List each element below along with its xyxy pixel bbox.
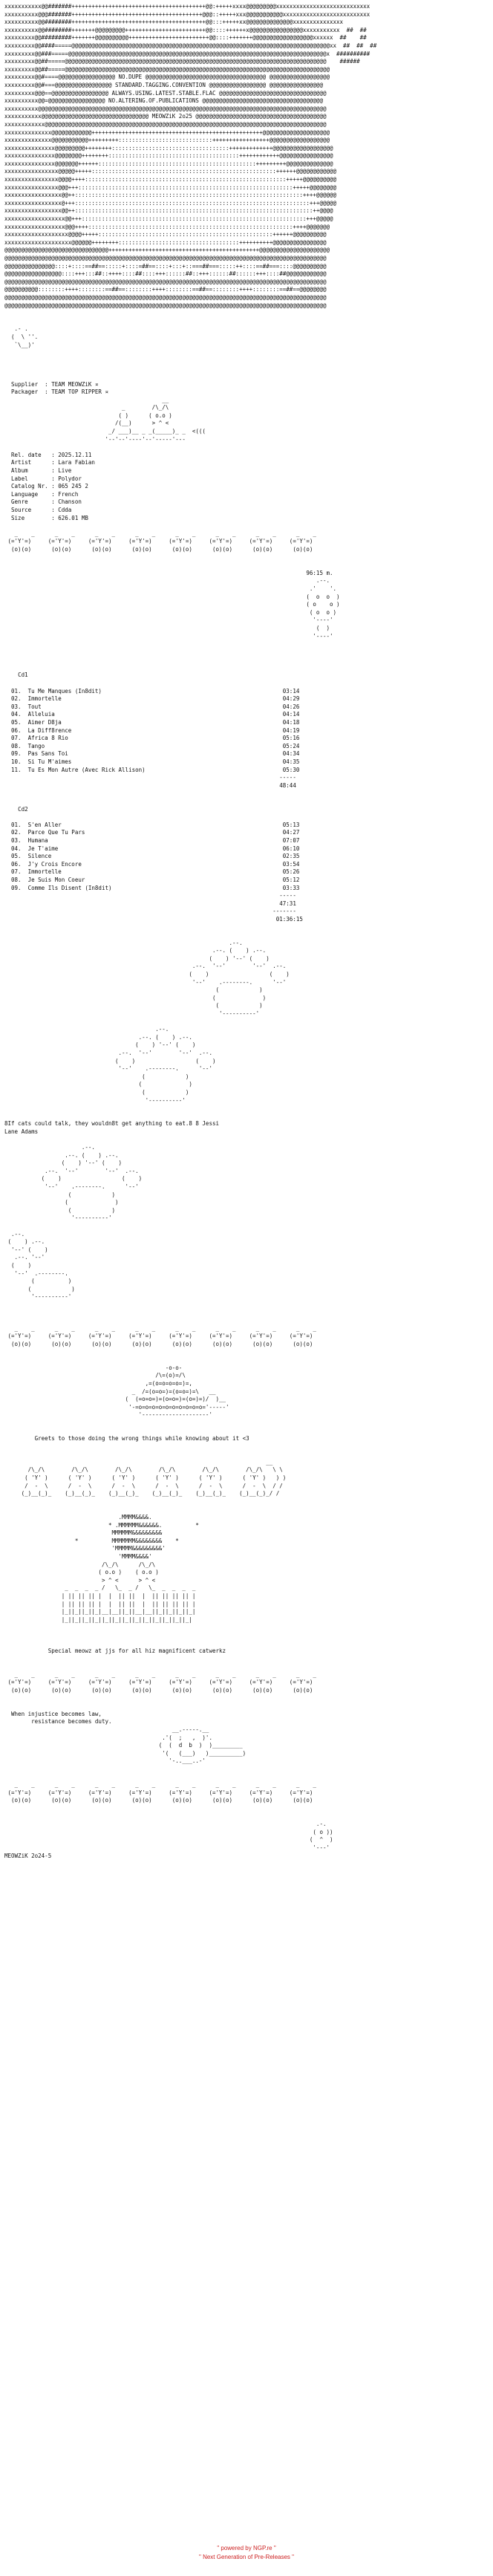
release-field-label: Album — [11, 467, 48, 475]
cat-pile-ascii-art: /\=(o)=/\ — [4, 1372, 186, 1379]
track-time: 03:33 — [282, 884, 300, 891]
track-number: 08. — [11, 742, 22, 749]
cats-fence-ascii-art: * .MMMMMM&&&&&&. * — [4, 1521, 199, 1529]
track-time: 04:19 — [282, 726, 300, 734]
release-field-value: Lara Fabian — [58, 459, 95, 466]
cat-ascii-art: _/ ___)__ _ _(_____)_ _ <((( — [4, 428, 206, 435]
paw-row-art: (o)(o) (o)(o) (o)(o) (o)(o) (o)(o) (o)(o) (o)(o) (o)(o) — [4, 1340, 313, 1347]
info-value-supplier: TEAM MEOWZiK — [51, 380, 92, 388]
track-title: J'y Crois Encore — [27, 860, 283, 868]
track-time: 04:29 — [282, 695, 300, 703]
cats-row-ascii-art: ( 'Y' ) ( 'Y' ) ( 'Y' ) ( 'Y' ) ( 'Y' ) ( 'Y' ) ) ) — [4, 1474, 287, 1482]
header-ascii-logo: xxxxxxxxxxxxxxxxxx@@@++++:::::::::::::::::::::::::::::::::::::::::::::::::::::::::::::++++@@@@@@@ — [4, 223, 330, 230]
big-paw-ascii-art: ( ) — [4, 1073, 189, 1080]
big-paw-ascii-art: ( ) — [4, 986, 263, 994]
sleeping-cat-ascii-art: __.-----.__ — [4, 1726, 209, 1734]
total-time-summary: 96:15 m. — [306, 569, 333, 576]
paw-row-art: (='Y'=) (='Y'=) (='Y'=) (='Y'=) (='Y'=) (='Y'=) (='Y'=) (='Y'=) — [4, 538, 313, 545]
big-paw-ascii-art: .--. ( ) .--. — [4, 947, 267, 954]
cats-fence-ascii-art: |_||_||_||_||_||_||_||_||_||_||_||_||_| — [4, 1616, 192, 1623]
paw-row-art: _ _ _ _ _ _ _ _ _ _ _ _ _ _ _ _ — [4, 1671, 316, 1678]
track-title: Pas Sans Toi — [27, 750, 283, 758]
header-ascii-logo: xxxxxxxxxxxxxxxxx@+++::::::::::::::::::::::::::::::::::::::::::::::::::::::::::::::::::::::+++@@@@@ — [4, 199, 337, 206]
track-time: 03:54 — [282, 860, 300, 868]
header-ascii-logo: @@@@@@@@@@@@@@@::::+::::==##==:::::+::::=##==::::+:::+::===##===:::::++::::==##===::::@@@@@@@@@@ — [4, 262, 327, 270]
track-title: Parce Que Tu Pars — [27, 829, 283, 836]
track-title: La Diff8rence — [27, 726, 283, 734]
track-time: 06:10 — [282, 845, 300, 852]
header-ascii-logo: xxxxxxxxxx@@=@@@@@@@@@@@@@@@@@ NO.ALTERING.OF.PUBLICATIONS @@@@@@@@@@@@@@@@@@@@@@@@@@@@@@@@@@@@ — [4, 97, 323, 105]
sleeping-cat-ascii-art: ( ( d b ) )_________ — [4, 1742, 243, 1749]
cat-ascii-art: __ — [4, 396, 169, 403]
header-ascii-logo: xxxxxxxxx@@@==@@@@@@@@@@@@@@@@@ ALWAYS.USING.LATEST.STABLE.FLAC @@@@@@@@@@@@@@@@@@@@@@@@@@@@@@@@ — [4, 89, 327, 97]
cats-fence-ascii-art: > ^ < > ^ < — [4, 1576, 156, 1584]
track-time: 05:30 — [282, 766, 300, 773]
track-title: Humana — [27, 836, 283, 844]
track-time: 04:34 — [282, 750, 300, 758]
big-paw-ascii-art: ( ) — [4, 1199, 119, 1206]
paw-row-art: _ _ _ _ _ _ _ _ _ _ _ _ _ _ _ _ — [4, 1324, 316, 1332]
injustice-quote-1: When injustice becomes law, — [11, 1710, 102, 1717]
cd-separator: ----- — [279, 774, 296, 781]
header-ascii-logo: @@@@@@@@@@@@@@@@@@@@@@@@@@@@@@@@@@@@@@@@@@@@@@@@@@@@@@@@@@@@@@@@@@@@@@@@@@@@@@@@@@@@@@@@@@@@@@@@ — [4, 302, 327, 309]
track-number: 09. — [11, 884, 22, 891]
track-number: 01. — [11, 687, 22, 695]
small-cat-ascii-art: ( ^ ) — [4, 1836, 333, 1844]
cats-fence-ascii-art: ( o.o ) ( o.o ) — [4, 1569, 159, 1576]
release-field-label: Catalog Nr. — [11, 483, 48, 490]
paw-row-art: _ _ _ _ _ _ _ _ _ _ _ _ _ _ _ _ — [4, 1781, 316, 1789]
release-field-label: Size — [11, 514, 48, 521]
header-ascii-logo: @@@@@@@@@@@@@@@@@@@@@@@@@@@@@@@@@@@@@@@@@@@@@@@@@@@@@@@@@@@@@@@@@@@@@@@@@@@@@@@@@@@@@@@@@@@@@@@@ — [4, 293, 327, 301]
info-label-packager: Packager — [11, 388, 42, 396]
header-ascii-logo: xxxxxxxxxxxxxx@@@@@@@@@@@@+++++++++++++++++++++++++++++++++++++++++++++++++++@@@@@@@@@@@@@@@@@@@@ — [4, 129, 330, 136]
header-ascii-logo: xxxxxxxxx@@##=====@@@@@@@@@@@@@@@@@@@@@@@@@@@@@@@@@@@@@@@@@@@@@@@@@@@@@@@@@@@@@@@@@@@@@@@@@@@@@@ ###### — [4, 58, 360, 65]
sleeping-cat-ascii-art: '-..___..-' — [4, 1757, 206, 1765]
cat-ascii-art: ( ) ( o.o ) — [4, 412, 172, 419]
track-title: Tout — [27, 703, 283, 710]
big-paw-ascii-art: '----------' — [4, 1096, 186, 1104]
info-label-supplier: Supplier — [11, 380, 42, 388]
paw-ascii-art: ( o o ) — [4, 601, 340, 608]
track-title: Je Suis Mon Coeur — [27, 876, 283, 883]
header-ascii-logo: xxxxxxxxxxxxxxx@@@@@@@@++++++++:::::::::::::::::::::::::::::::::::::::++++++++++++@@@@@@@@@@@@@@@@ — [4, 152, 333, 160]
paw-ascii-art: '----' — [4, 632, 333, 640]
big-paw-ascii-art: '----------' — [4, 1010, 260, 1017]
track-number: 01. — [11, 821, 22, 828]
header-ascii-logo: xxxxxxxxxx@@########++++++++++++++++++++++++++++++++++++++++@@:::+++++xx@@@@@@@@@@@@@@xxxxxxxxxxxxxxx — [4, 19, 344, 26]
header-ascii-logo: .- . — [4, 325, 28, 333]
track-title: S'en Aller — [27, 821, 283, 828]
header-ascii-logo: xxxxxxxxxxxxxxxxxxx@@@@+++++::::::::::::::::::::::::::::::::::::::::::::::::::::++++++@@@@@@@@@@ — [4, 231, 327, 238]
sleeping-cat-ascii-art: .'( ; , )'. — [4, 1734, 212, 1741]
big-paw-ascii-art: ( ) .--. — [4, 1238, 45, 1246]
cat-pile-ascii-art: '-=o=o=o=o=o=o=o=o=o=o='-----' — [4, 1403, 229, 1411]
release-field-label: Genre — [11, 498, 48, 506]
cats-fence-ascii-art: * MMMMMMM&&&&&&&& * — [4, 1537, 179, 1544]
paw-row-art: (='Y'=) (='Y'=) (='Y'=) (='Y'=) (='Y'=) (='Y'=) (='Y'=) (='Y'=) — [4, 1333, 313, 1340]
paw-row-art: (o)(o) (o)(o) (o)(o) (o)(o) (o)(o) (o)(o) (o)(o) (o)(o) — [4, 545, 313, 553]
release-field-value: French — [58, 490, 79, 498]
header-ascii-logo: @@@@@@@@@@@@@@@@@@@@@@@@@@@@@@@@@@@@@@@@@@@@@@@@@@@@@@@@@@@@@@@@@@@@@@@@@@@@@@@@@@@@@@@@@@@@@@@@ — [4, 278, 327, 285]
big-paw-ascii-art: .--. '--' — [4, 1254, 45, 1261]
cats-fence-ascii-art: |_||_||_||_|__|__||_||__|__||_||_||_||_| — [4, 1608, 196, 1616]
track-title: Tu Es Mon Autre (Avec Rick Allison) — [27, 766, 283, 773]
release-field-label: Source — [11, 507, 48, 513]
release-field-value: Chanson — [58, 498, 82, 506]
track-title: Africa 8 Rio — [27, 735, 283, 742]
release-field-label: Rel. date — [11, 451, 48, 458]
header-ascii-logo: xxxxxxxxxx@@########+++++++@@@@@@@@@++++++++++++++++++++++++@@::::++++++x@@@@@@@@@@@@@@@@xxxxxxxxxxx ## ## — [4, 26, 367, 33]
header-ascii-logo: `\__)' — [4, 341, 35, 348]
track-number: 05. — [11, 719, 22, 726]
header-ascii-logo: @@@@@@@@@@::::::::++++::::::::==##==::::::::++++::::::::==##==::::::::++++::::::::==##==@@@@@@@@ — [4, 286, 327, 293]
header-ascii-logo: xxxxxxxxx@@#====@@@@@@@@@@@@@@@@@ NO.DUPE @@@@@@@@@@@@@@@@@@@@@@@@@@@@@@@@@@@@ @@@@@@@@@@@@@@@@@@ — [4, 74, 330, 81]
cat-ascii-art: _ /\_/\ — [4, 404, 169, 412]
header-ascii-logo: xxxxxxxxxxx@@#######++++++++++++++++++++++++++++++++++++++++@@:+++++xxxx@@@@@@@@@xxxxxxxxxxxxxxxxxxxxxxxxxxxx — [4, 3, 370, 10]
cat-pile-ascii-art: ( (=o=o=)=(o=o=)=(o=)=)/ )__ — [4, 1396, 226, 1403]
cat-pile-ascii-art: '--------------------' — [4, 1411, 212, 1419]
nfo-document: xxxxxxxxxxx@@#######++++++++++++++++++++++++++++++++++++++++@@:+++++xxxx@@@@@@@@@xxxxxxxxxxxxxxxxxxxxxxxxxxxx xxxxxxxxxx@@@#######+++++++++++++++++++++++++++++++++++++++@@@::+++++xxx@@@@@@@@@@@xxxxxxxxxxxxxxxxxxxxxxxxxx xxxxxxxxxx@@########++++++++++++++++++++++++++++++++++++++++@@:::+++++xx@@@@@@@@@@@@@@xxxxxxxxxxxxxxx xxxxxxxxxx@@########+++++++@@@@@@@@@++++++++++++++++++++++++@@::::++++++x@@@@@@@@@@@@@@@@xxxxxxxxxxx ## ## xxxxxxxxx@@#########+++++++@@@@@@@@@@++++++++++++++++++++++++@@::::+++++++@@@@@@@@@@@@@@@@@@xxxxxx ## ## xxxxxxxxx@@####=====@@@@@@@@@@@@@@@@@@@@@@@@@@@@@@@@@@@@@@@@@@@@@@@@@@@@@@@@@@@@@@@@@@@@@@@@@@@@@xx ## ## ## xxxxxxxxx@@###=====@@@@@@@@@@@@@@@@@@@@@@@@@@@@@@@@@@@@@@@@@@@@@@@@@@@@@@@@@@@@@@@@@@@@@@@@@@@@@x ########## xxxxxxxxx@@##=====@@@@@@@@@@@@@@@@@@@@@@@@@@@@@@@@@@@@@@@@@@@@@@@@@@@@@@@@@@@@@@@@@@@@@@@@@@@@@@ ###### xxxxxxxxx@@##=====@@@@@@@@@@@@@@@@@@@@@@@@@@@@@@@@@@@@@@@@@@@@@@@@@@@@@@@@@@@@@@@@@@@@@@@@@@@@@@@ xxxxxxxxx@@#====@@@@@@@@@@@@@@@@@ NO.DUPE @@@@@@@@@@@@@@@@@@@@@@@@@@@@@@@@@@@@ @@@@@@@@@@@@@@@@@@ xxxxxxxxx@@#===@@@@@@@@@@@@@@@@@ STANDARD.TAGGING.CONVENTION @@@@@@@@@@@@@@@@@ @@@@@@@@@@@@@@@@ xxxxxxxxx@@@==@@@@@@@@@@@@@@@@@ ALWAYS.USING.LATEST.STABLE.FLAC @@@@@@@@@@@@@@@@@@@@@@@@@@@@@@@@ xxxxxxxxxx@@=@@@@@@@@@@@@@@@@@ NO.ALTERING.OF.PUBLICATIONS @@@@@@@@@@@@@@@@@@@@@@@@@@@@@@@@@@@@ xxxxxxxxxx@@@@@@@@@@@@@@@@@@@@@@@@@@@@@@@@@@@@@@@@@@@@@@@@@@@@@@@@@@@@@@@@@@@@@@@@@@@@@@@@@@@@@@ xxxxxxxxxxx@@@@@@@@@@@@@@@@@@@@@@@@@@@@@@@@ MEOWZiK 2o25 @@@@@@@@@@@@@@@@@@@@@@@@@@@@@@@@@@@@@@@ xxxxxxxxxxxx@@@@@@@@@@@@@@@@@@@@@@@@@@@@@@@@@@@@@@@@@@@@@@@@@@@@@@@@@@@@@@@@@@@@@@@@@@@@@@@@@@@@ xxxxxxxxxxxxxx@@@@@@@@@@@@+++++++++++++++++++++++++++++++++++++++++++++++++++@@@@@@@@@@@@@@@@@@@@ xxxxxxxxxxxxxx@@@@@@@@@@@+++++++++::::::::::::::::::::::::::::+++++++++++++++++@@@@@@@@@@@@@@@@@@ xxxxxxxxxxxxxxx@@@@@@@@@++++++++:::::::::::::::::::::::::::::::::::+++++++++++++@@@@@@@@@@@@@@@@@@ xxxxxxxxxxxxxxx@@@@@@@@++++++++:::::::::::::::::::::::::::::::::::::::++++++++++++@@@@@@@@@@@@@@@@ xxxxxxxxxxxxxxx@@@@@@@++++++:::::::::::::::::::::::::::::::::::::::::::::::+++++++++@@@@@@@@@@@@@@ xxxxxxxxxxxxxxxx@@@@@+++++:::::::::::::::::::::::::::::::::::::::::::::::::::::::++++++@@@@@@@@@@@@ xxxxxxxxxxxxxxxx@@@@++++::::::::::::::::::::::::::::::::::::::::::::::::::::::::::::+++++@@@@@@@@@@ xxxxxxxxxxxxxxxx@@@+++::::::::::::::::::::::::::::::::::::::::::::::::::::::::::::::::+++++@@@@@@@@ xxxxxxxxxxxxxxxxx@@++::::::::::::::::::::::::::::::::::::::::::::::::::::::::::::::::::::++++@@@@@@ xxxxxxxxxxxxxxxxx@+++::::::::::::::::::::::::::::::::::::::::::::::::::::::::::::::::::::::+++@@@@@ xxxxxxxxxxxxxxxxx@@++:::::::::::::::::::::::::::::::::::::::::::::::::::::::::::::::::::::::++@@@@ xxxxxxxxxxxxxxxxxx@@+++:::::::::::::::::::::::::::::::::::::::::::::::::::::::::::::::::::+++@@@@@ xxxxxxxxxxxxxxxxxx@@@++++:::::::::::::::::::::::::::::::::::::::::::::::::::::::::::::++++@@@@@@@ xxxxxxxxxxxxxxxxxxx@@@@+++++::::::::::::::::::::::::::::::::::::::::::::::::::::++++++@@@@@@@@@@ xxxxxxxxxxxxxxxxxxxx@@@@@@++++++++::::::::::::::::::::::::::::::::::::++++++++++@@@@@@@@@@@@@@@@ @@@@@@@@@@@@@@@@@@@@@@@@@@@@@@@+++++++++++++++++++++++++++++++++++++++++++++@@@@@@@@@@@@@@@@@@@@@ @@@@@@@@@@@@@@@@@@@@@@@@@@@@@@@@@@@@@@@@@@@@@@@@@@@@@@@@@@@@@@@@@@@@@@@@@@@@@@@@@@@@@@@@@@@@@@@@ @@@@@@@@@@@@@@@::::+::::==##==:::::+::::=##==::::+:::+::===##===:::::++::::==##===::::@@@@@@@@@@ @@@@@@@@@@@@@@@@@::::+++:::##::++++::::##::::+++::::::##::+++::::::##::::::+++::::##@@@@@@@@@@@@ @@@@@@@@@@@@@@@@@@@@@@@@@@@@@@@@@@@@@@@@@@@@@@@@@@@@@@@@@@@@@@@@@@@@@@@@@@@@@@@@@@@@@@@@@@@@@@@@ @@@@@@@@@@::::::::++++::::::::==##==::::::::++++::::::::==##==::::::::++++::::::::==##==@@@@@@@@ @@@@@@@@@@@@@@@@@@@@@@@@@@@@@@@@@@@@@@@@@@@@@@@@@@@@@@@@@@@@@@@@@@@@@@@@@@@@@@@@@@@@@@@@@@@@@@@@ @@@@@@@@@@@@@@@@@@@@@@@@@@@@@@@@@@@@@@@@@@@@@@@@@@@@@@@@@@@@@@@@@@@@@@@@@@@@@@@@@@@@@@@@@@@@@@@@ .- . ( \ ''. `\__)' Supplier : TEAM MEOWZiK ¤ Packager : TEAM TOP RIPPER ¤ __ _ /\_/\ ( ) ( o.o ) /(__) > ^ < _/ ___)__ _ _(_____)_ _ <((( '--'--'----'--'-----'--- Rel. date : 2025.12.11 Artist : Lara Fabian Album : Live Label : Polydor Catalog Nr. : 065 245 2 Language : French Genre : Chanson Source : Cdda Size : 626.01 MB _ _ _ _ _ _ _ _ _ _ _ _ _ _ _ _ (='Y'=) (='Y'=) (='Y'=) (='Y'=) (='Y'=) (='Y'=) (='Y'=) (='Y'=) (o)(o) (o)(o) (o)(o) (o)(o) (o)(o) (o)(o) (o)(o) (o)(o) 96:15 m. .--. .' '. ( o o ) ( o o ) ( o o ) '----' ( ) '----' Cd1 01. Tu Me Manques (In8dit) 03:14 02. Immortelle 04:29 03. Tout 04:26 04. Alleluia 04:14 05. Aimer D8ja 04:18 06. La Diff8rence 04:19 07. Africa 8 Rio 05:16 08. Tango 05:24 09. Pas Sans Toi 04:34 10. Si Tu M'aimes 04:35 11. Tu Es Mon Autre (Avec Rick Allison) 05:30 ----- 48:44 Cd2 01. S'en Aller 05:13 02. Parce Que Tu Pars 04:27 03. Humana 07:07 04. Je T'aime 06:10 05. Silence 02:35 06. J'y Crois Encore 03:54 07. Immortelle 05:26 08. Je Suis Mon Coeur 05:12 09. Comme Ils Disent (In8dit) 03:33 ----- 47:31 ------- 01:36:15 .--. .--. ( ) .--. ( ) '--' ( ) .--. '--' '--' .--. ( ) ( ) '--' .--------. '--' ( ) ( ) ( ) '----------' .--. .--. ( ) .--. ( ) '--' ( ) .--. '--' '--' .--. ( ) ( ) '--' .--------. '--' ( ) ( ) ( ) '----------' 8If cats could talk, they wouldn8t get anything to eat.8 8 Jessi Lane Adams .--. .--. ( ) .--. ( ) '--' ( ) .--. '--' '--' .--. ( ) ( ) '--' .--------. '--' ( ) ( ) ( ) '----------' .--. ( ) .--. '--' ( ) .--. '--' ( ) '--' .--------. ( ) ( ) '----------' _ _ _ _ _ _ _ _ _ _ _ _ _ _ _ _ (='Y'=) (='Y'=) (='Y'=) (='Y'=) (='Y'=) (='Y'=) (='Y'=) (='Y'=) (o)(o) (o)(o) (o)(o) (o)(o) (o)(o) (o)(o) (o)(o) (o)(o) -o-o- /\=(o)=/\ ,=(o=o=o=o=)=, _ /=(o=o=)=(o=o=)=\ __ ( (=o=o=)=(o=o=)=(o=)=)/ )__ '-=o=o=o=o=o=o=o=o=o=o='-----' '--------------------' Greets to those doing the wrong things while knowing about it <3 __ /\_/\ /\_/\ /\_/\ /\_/\ /\_/\ /\_/\ \ \ ( 'Y' ) ( 'Y' ) ( 'Y' ) ( 'Y' ) ( 'Y' ) ( 'Y' ) ) ) / - \ / - \ / - \ / - \ / - \ / - \ / / (_)__(_)_ (_)__(_)_ (_)__(_)_ (_)__(_)_ (_)__(_)_ (_)__(_)_/ / .MMMM&&&&. * .MMMMMM&&&&&&. * MMMMMM&&&&&&&&& * MMMMMMM&&&&&&&& * 'MMMMM&&&&&&&&&' 'MMMM&&&&' /\_/\ /\_/\ ( o.o ) ( o.o ) > ^ < > ^ < _ _ _ _ / \_ _ / \_ _ _ _ _ | || || || | | || || | || || || || | | || || || | | || || | || || || || | |_||_||_||_|__|__||_||__|__||_||_||_||_| |_||_||_||_||_||_||_||_||_||_||_||_||_| Special meowz at jjs for all hiz magnificent catwerkz _ _ _ _ _ _ _ _ _ _ _ _ _ _ _ _ (='Y'=) (='Y'=) (='Y'=) (='Y'=) (='Y'=) (='Y'=) (='Y'=) (='Y'=) (o)(o) (o)(o) (o)(o) (o)(o) (o)(o) (o)(o) (o)(o) (o)(o) When injustice becomes law, resistance becomes duty. __.-----.__ .'( ; , )'. ( ( d b ) )_________ '( (___) )__________) '-..___..-' _ _ _ _ _ _ _ _ _ _ _ _ _ _ _ _ (='Y'=) (='Y'=) (='Y'=) (='Y'=) (='Y'=) (='Y'=) (='Y'=) (='Y'=) (o)(o) (o)(o) (o)(o) (o)(o) (o)(o) (o)(o) (o)(o) (o)(o) .-. ( o )) ( ^ ) '---' MEOWZiK 2o24-5 — [4, 3, 377, 1859]
track-title: Immortelle — [27, 868, 283, 876]
header-ascii-logo: xxxxxxxxxxxxxx@@@@@@@@@@@+++++++++::::::::::::::::::::::::::::+++++++++++++++++@@@@@@@@@@@@@@@@@@ — [4, 137, 330, 144]
track-title: Immortelle — [27, 695, 283, 703]
track-time: 04:18 — [282, 719, 300, 726]
big-paw-ascii-art: '----------' — [4, 1214, 112, 1222]
header-ascii-logo: @@@@@@@@@@@@@@@@@::::+++:::##::++++::::##::::+++::::::##::+++::::::##::::::+++::::##@@@@@@@@@@@@ — [4, 270, 327, 278]
track-number: 02. — [11, 695, 22, 703]
big-paw-ascii-art: ( ) '--' ( ) — [4, 1159, 123, 1167]
cat-ascii-art: /(__) > ^ < — [4, 420, 169, 427]
big-paw-ascii-art: .--. ( ) .--. — [4, 1033, 192, 1041]
header-ascii-logo: ( \ ''. — [4, 333, 39, 340]
track-title: Comme Ils Disent (In8dit) — [27, 884, 283, 891]
paw-row-art: (='Y'=) (='Y'=) (='Y'=) (='Y'=) (='Y'=) (='Y'=) (='Y'=) (='Y'=) — [4, 1789, 313, 1796]
cats-fence-ascii-art: 'MMMMM&&&&&&&&&' — [4, 1545, 166, 1552]
track-title: Alleluia — [27, 711, 283, 718]
cat-quote-author: Lane Adams — [4, 1128, 39, 1135]
header-ascii-logo: xxxxxxxxx@@#===@@@@@@@@@@@@@@@@@ STANDARD.TAGGING.CONVENTION @@@@@@@@@@@@@@@@@ @@@@@@@@@@@@@@@@ — [4, 81, 323, 88]
cat-quote: 8If cats could talk, they wouldn8t get anything to eat.8 8 Jessi — [4, 1120, 219, 1128]
track-time: 04:35 — [282, 758, 300, 765]
greets-line: Greets to those doing the wrong things while knowing about it <3 — [34, 1435, 249, 1443]
big-paw-ascii-art: ( ) — [4, 1262, 32, 1269]
track-time: 05:12 — [282, 876, 300, 883]
track-number: 07. — [11, 735, 22, 742]
paw-ascii-art: ( o o ) — [4, 593, 340, 600]
track-number: 09. — [11, 750, 22, 758]
big-paw-ascii-art: '--' .--------. — [4, 1269, 68, 1277]
big-paw-ascii-art: ( ) — [4, 1206, 116, 1214]
big-paw-ascii-art: '--' .--------. '--' — [4, 1183, 139, 1191]
paw-row-art: (o)(o) (o)(o) (o)(o) (o)(o) (o)(o) (o)(o) (o)(o) (o)(o) — [4, 1687, 313, 1694]
big-paw-ascii-art: ( ) — [4, 1285, 75, 1292]
header-ascii-logo: xxxxxxxxx@@###=====@@@@@@@@@@@@@@@@@@@@@@@@@@@@@@@@@@@@@@@@@@@@@@@@@@@@@@@@@@@@@@@@@@@@@@@@@@@@@x ########## — [4, 50, 370, 57]
release-field-value: 065 245 2 — [58, 483, 88, 490]
header-ascii-logo: xxxxxxxxxxxxxxxx@@@+++::::::::::::::::::::::::::::::::::::::::::::::::::::::::::::::::+++++@@@@@@@@ — [4, 183, 337, 191]
cats-row-ascii-art: __ — [4, 1458, 273, 1466]
cd-total-time: 48:44 — [279, 781, 296, 789]
big-paw-ascii-art: ( ) ( ) — [4, 971, 290, 978]
track-time: 04:27 — [282, 829, 300, 836]
track-number: 04. — [11, 845, 22, 852]
cats-fence-ascii-art: 'MMMM&&&&' — [4, 1552, 152, 1560]
cd-separator: ----- — [279, 892, 296, 900]
track-time: 05:13 — [282, 821, 300, 828]
cats-fence-ascii-art: .MMMM&&&&. — [4, 1514, 152, 1520]
header-ascii-logo: @@@@@@@@@@@@@@@@@@@@@@@@@@@@@@@+++++++++++++++++++++++++++++++++++++++++++++@@@@@@@@@@@@@@@@@@@@@ — [4, 247, 330, 254]
big-paw-ascii-art: ( ) — [4, 994, 267, 1001]
cats-fence-ascii-art: | || || || | | || || | || || || || | — [4, 1592, 196, 1599]
release-field-value: Live — [58, 467, 72, 475]
paw-row-art: (o)(o) (o)(o) (o)(o) (o)(o) (o)(o) (o)(o) (o)(o) (o)(o) — [4, 1797, 313, 1804]
big-paw-ascii-art: ( ) — [4, 1278, 72, 1285]
small-cat-ascii-art: .-. — [4, 1821, 327, 1828]
big-paw-ascii-art: .--. '--' '--' .--. — [4, 1049, 212, 1056]
paw-ascii-art: '----' — [4, 617, 333, 624]
group-tag: MEOWZiK 2o24-5 — [4, 1852, 52, 1859]
track-time: 04:26 — [282, 703, 300, 710]
header-ascii-logo: @@@@@@@@@@@@@@@@@@@@@@@@@@@@@@@@@@@@@@@@@@@@@@@@@@@@@@@@@@@@@@@@@@@@@@@@@@@@@@@@@@@@@@@@@@@@@@@@ — [4, 255, 327, 261]
track-number: 03. — [11, 836, 22, 844]
track-number: 07. — [11, 868, 22, 876]
cats-fence-ascii-art: /\_/\ /\_/\ — [4, 1561, 156, 1568]
big-paw-ascii-art: .--. '--' '--' .--. — [4, 1167, 139, 1174]
big-paw-ascii-art: '--' .--------. '--' — [4, 1065, 212, 1073]
track-number: 08. — [11, 876, 22, 883]
grand-separator: ------- — [272, 908, 296, 915]
cat-pile-ascii-art: -o-o- — [4, 1364, 183, 1371]
cats-fence-ascii-art: | || || || | | || || | || || || || | — [4, 1600, 196, 1607]
track-title: Tango — [27, 742, 283, 749]
header-ascii-logo: xxxxxxxxxxxxxxxxxx@@+++:::::::::::::::::::::::::::::::::::::::::::::::::::::::::::::::::::+++@@@@@ — [4, 215, 333, 223]
small-cat-ascii-art: ( o )) — [4, 1828, 333, 1835]
header-ascii-logo: xxxxxxxxxx@@@#######+++++++++++++++++++++++++++++++++++++++@@@::+++++xxx@@@@@@@@@@@xxxxxxxxxxxxxxxxxxxxxxxxxx — [4, 10, 370, 18]
track-time: 05:16 — [282, 735, 300, 742]
cats-fence-ascii-art: MMMMMM&&&&&&&&& — [4, 1529, 163, 1537]
big-paw-ascii-art: ( ) ( ) — [4, 1057, 216, 1064]
header-ascii-logo: xxxxxxxxxxxx@@@@@@@@@@@@@@@@@@@@@@@@@@@@@@@@@@@@@@@@@@@@@@@@@@@@@@@@@@@@@@@@@@@@@@@@@@@@@@@@@@@@ — [4, 120, 327, 128]
header-ascii-logo: xxxxxxxxxxxxxxxxx@@++:::::::::::::::::::::::::::::::::::::::::::::::::::::::::::::::::::::::++@@@@ — [4, 207, 333, 215]
footer-powered-by: " powered by NGP.re " — [217, 2545, 276, 2551]
header-ascii-logo: xxxxxxxxx@@##=====@@@@@@@@@@@@@@@@@@@@@@@@@@@@@@@@@@@@@@@@@@@@@@@@@@@@@@@@@@@@@@@@@@@@@@@@@@@@@@@ — [4, 65, 330, 73]
track-number: 04. — [11, 711, 22, 718]
release-field-value: 626.01 MB — [58, 514, 88, 521]
big-paw-ascii-art: ( ) '--' ( ) — [4, 954, 270, 962]
track-title: Aimer D8ja — [27, 719, 283, 726]
track-title: Silence — [27, 853, 283, 860]
track-time: 05:26 — [282, 868, 300, 876]
big-paw-ascii-art: ( ) ( ) — [4, 1175, 143, 1183]
track-time: 05:24 — [282, 742, 300, 749]
track-title: Tu Me Manques (In8dit) — [27, 687, 283, 695]
cd-title: Cd1 — [18, 671, 28, 679]
track-title: Si Tu M'aimes — [27, 758, 283, 765]
special-meow-line: Special meowz at jjs for all hiz magnificent catwerkz — [48, 1648, 226, 1655]
header-ascii-logo: xxxxxxxxxxxxxxxxxxxx@@@@@@++++++++::::::::::::::::::::::::::::::::::::++++++++++@@@@@@@@@@@@@@@@ — [4, 238, 327, 246]
track-number: 11. — [11, 766, 22, 773]
big-paw-ascii-art: ( ) — [4, 1191, 116, 1198]
header-ascii-logo: xxxxxxxxx@@#########+++++++@@@@@@@@@@++++++++++++++++++++++++@@::::+++++++@@@@@@@@@@@@@@@@@@xxxxxx ## ## — [4, 34, 367, 42]
big-paw-ascii-art: '--' ( ) — [4, 1246, 48, 1253]
big-paw-ascii-art: ( ) — [4, 1081, 192, 1088]
big-paw-ascii-art: .--. — [4, 939, 243, 946]
paw-row-art: (='Y'=) (='Y'=) (='Y'=) (='Y'=) (='Y'=) (='Y'=) (='Y'=) (='Y'=) — [4, 1679, 313, 1686]
grand-total-time: 01:36:15 — [275, 915, 303, 923]
big-paw-ascii-art: '----------' — [4, 1293, 72, 1301]
cats-row-ascii-art: /\_/\ /\_/\ /\_/\ /\_/\ /\_/\ /\_/\ \ \ — [4, 1466, 283, 1474]
cd-total-time: 47:31 — [279, 900, 296, 907]
track-time: 07:07 — [282, 836, 300, 844]
track-number: 10. — [11, 758, 22, 765]
header-ascii-logo: xxxxxxxxxxxxxxxx@@@@++++::::::::::::::::::::::::::::::::::::::::::::::::::::::::::::+++++@@@@@@@@@@ — [4, 176, 337, 183]
release-field-value: Cdda — [58, 507, 72, 513]
header-ascii-logo: xxxxxxxxx@@####=====@@@@@@@@@@@@@@@@@@@@@@@@@@@@@@@@@@@@@@@@@@@@@@@@@@@@@@@@@@@@@@@@@@@@@@@@@@@@@xx ## ## ## — [4, 42, 377, 49]
cat-pile-ascii-art: ,=(o=o=o=o=)=, — [4, 1379, 192, 1387]
header-ascii-logo: xxxxxxxxxxx@@@@@@@@@@@@@@@@@@@@@@@@@@@@@@@@ MEOWZiK 2o25 @@@@@@@@@@@@@@@@@@@@@@@@@@@@@@@@@@@@@@@ — [4, 113, 327, 120]
cats-fence-ascii-art: _ _ _ _ / \_ _ / \_ _ _ _ _ — [4, 1584, 196, 1592]
track-title: Je T'aime — [27, 845, 283, 852]
page-footer — [0, 2544, 493, 2562]
header-ascii-logo: xxxxxxxxxxxxxxx@@@@@@@@@++++++++:::::::::::::::::::::::::::::::::::+++++++++++++@@@@@@@@@@@@@@@@@@ — [4, 144, 333, 152]
release-field-label: Artist — [11, 459, 48, 466]
release-field-label: Language — [11, 490, 48, 498]
paw-ascii-art: .--. — [4, 577, 330, 585]
release-field-value: Polydor — [58, 475, 82, 482]
track-time: 02:35 — [282, 853, 300, 860]
cat-pile-ascii-art: _ /=(o=o=)=(o=o=)=\ __ — [4, 1388, 216, 1395]
cd-title: Cd2 — [18, 805, 28, 813]
cat-ascii-art: '--'--'----'--'-----'--- — [4, 435, 186, 443]
paw-ascii-art: ( o o ) — [4, 608, 337, 616]
track-number: 06. — [11, 860, 22, 868]
track-number: 06. — [11, 726, 22, 734]
track-number: 05. — [11, 853, 22, 860]
header-ascii-logo: xxxxxxxxxxxxxxx@@@@@@@++++++:::::::::::::::::::::::::::::::::::::::::::::::+++++++++@@@@@@@@@@@@@@ — [4, 160, 333, 167]
release-field-value: 2025.12.11 — [58, 451, 92, 458]
big-paw-ascii-art: .--. — [4, 1026, 169, 1033]
track-number: 03. — [11, 703, 22, 710]
release-field-label: Label — [11, 475, 48, 482]
footer-tagline: " Next Generation of Pre-Releases " — [199, 2554, 294, 2560]
big-paw-ascii-art: .--. — [4, 1144, 95, 1151]
big-paw-ascii-art: .--. ( ) .--. — [4, 1151, 119, 1159]
big-paw-ascii-art: ( ) — [4, 1002, 263, 1009]
track-time: 03:14 — [282, 687, 300, 695]
injustice-quote-2: resistance becomes duty. — [11, 1718, 112, 1726]
big-paw-ascii-art: ( ) '--' ( ) — [4, 1041, 196, 1049]
small-cat-ascii-art: '---' — [4, 1844, 330, 1851]
info-value-packager: TEAM TOP RIPPER — [51, 388, 102, 396]
track-number: 02. — [11, 829, 22, 836]
paw-ascii-art: ( ) — [4, 624, 330, 631]
header-ascii-logo: xxxxxxxxxxxxxxxx@@@@@+++++:::::::::::::::::::::::::::::::::::::::::::::::::::::::++++++@@@@@@@@@@@@ — [4, 168, 337, 175]
header-ascii-logo: xxxxxxxxxxxxxxxxx@@++::::::::::::::::::::::::::::::::::::::::::::::::::::::::::::::::::::++++@@@@@@ — [4, 192, 337, 199]
big-paw-ascii-art: .--. '--' '--' .--. — [4, 963, 287, 970]
big-paw-ascii-art: '--' .--------. '--' — [4, 978, 287, 986]
track-time: 04:14 — [282, 711, 300, 718]
cats-row-ascii-art: / - \ / - \ / - \ / - \ / - \ / - \ / / — [4, 1482, 283, 1489]
big-paw-ascii-art: ( ) — [4, 1088, 189, 1096]
cats-row-ascii-art: (_)__(_)_ (_)__(_)_ (_)__(_)_ (_)__(_)_ (_)__(_)_ (_)__(_)_/ / — [4, 1490, 280, 1497]
header-ascii-logo: xxxxxxxxxx@@@@@@@@@@@@@@@@@@@@@@@@@@@@@@@@@@@@@@@@@@@@@@@@@@@@@@@@@@@@@@@@@@@@@@@@@@@@@@@@@@@@@@ — [4, 105, 327, 112]
sleeping-cat-ascii-art: '( (___) )__________) — [4, 1749, 246, 1757]
big-paw-ascii-art: .--. — [4, 1230, 25, 1237]
paw-ascii-art: .' '. — [4, 585, 337, 592]
paw-row-art: _ _ _ _ _ _ _ _ _ _ _ _ _ _ _ _ — [4, 530, 316, 537]
